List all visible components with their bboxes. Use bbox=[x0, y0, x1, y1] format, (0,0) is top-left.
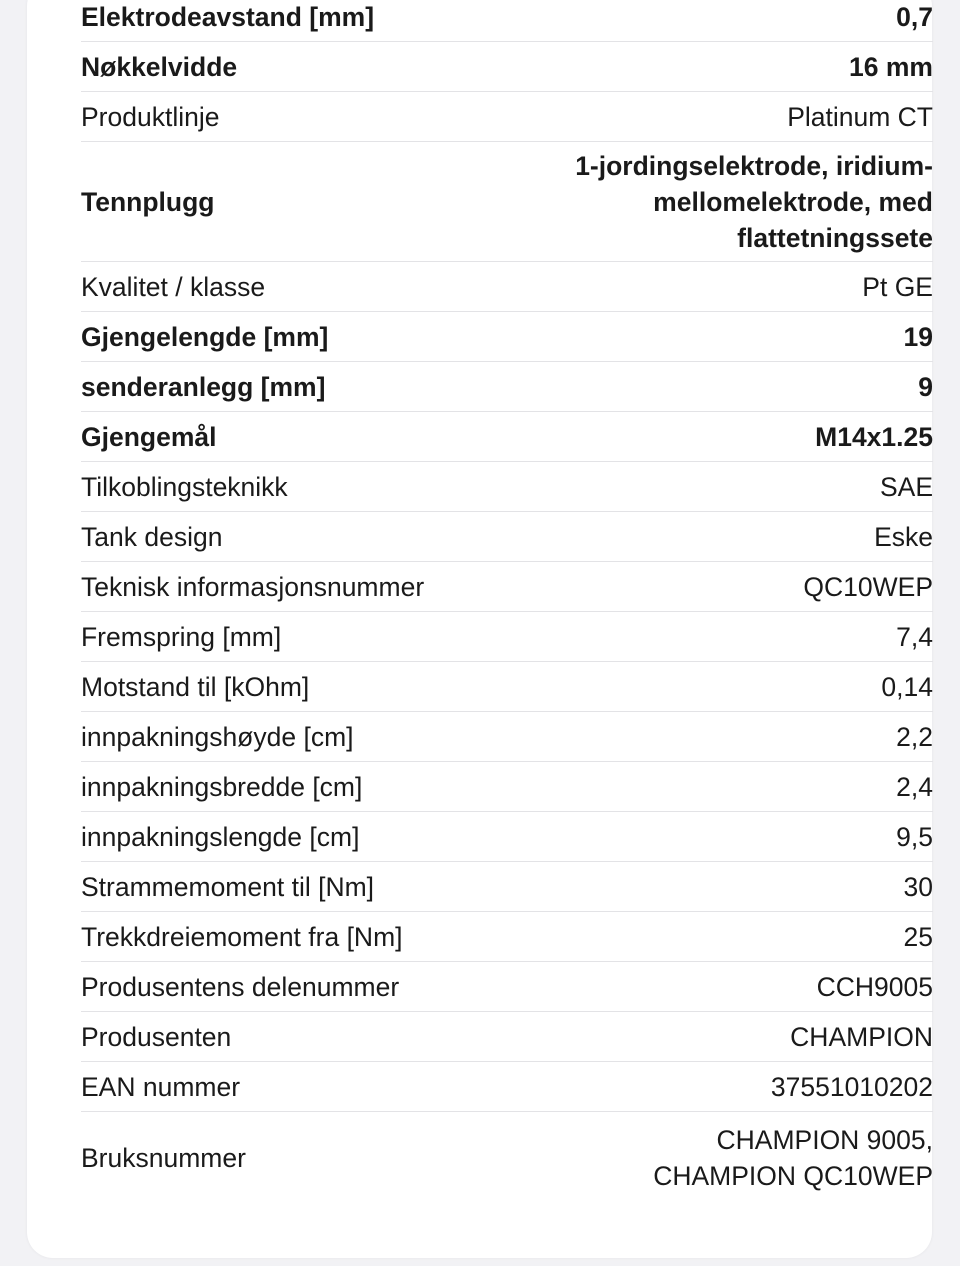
spec-label: Elektrodeavstand [mm] bbox=[81, 1, 375, 32]
spec-value: 7,4 bbox=[896, 621, 933, 652]
spec-row-wrench-size bbox=[81, 42, 933, 92]
spec-label: Tank design bbox=[81, 521, 223, 552]
spec-row-thread-size bbox=[81, 412, 933, 462]
spec-label: Nøkkelvidde bbox=[81, 51, 238, 82]
spec-label: Produktlinje bbox=[81, 101, 220, 132]
spec-value: 1-jordingselektrode, iridium- mellomelektrode, med flattetningssete bbox=[575, 150, 933, 253]
spec-value: 16 mm bbox=[849, 51, 933, 82]
spec-value: 0,7 bbox=[896, 1, 933, 32]
spec-row-usage-number bbox=[81, 1112, 933, 1204]
spec-row-package-length bbox=[81, 812, 933, 862]
spec-row-ean-number bbox=[81, 1062, 933, 1112]
spec-value: 9 bbox=[918, 371, 933, 402]
spec-label: Kvalitet / klasse bbox=[81, 271, 266, 302]
spec-value: Eske bbox=[874, 521, 933, 552]
spec-value: 0,14 bbox=[881, 671, 933, 702]
spec-label: Strammemoment til [Nm] bbox=[81, 871, 375, 902]
spec-row-electrode-gap bbox=[81, 0, 933, 42]
spec-value: 37551010202 bbox=[770, 1071, 933, 1102]
spec-row-pull-torque bbox=[81, 912, 933, 962]
spec-value: CCH9005 bbox=[816, 971, 933, 1002]
spec-label: Produsenten bbox=[81, 1021, 232, 1052]
spec-row-thread-length bbox=[81, 312, 933, 362]
spec-label: Trekkdreiemoment fra [Nm] bbox=[81, 921, 403, 952]
spec-label: Tilkoblingsteknikk bbox=[81, 471, 288, 502]
spec-row-technical-info-number bbox=[81, 562, 933, 612]
spec-value: 2,2 bbox=[896, 721, 933, 752]
spec-row-package-width bbox=[81, 762, 933, 812]
spec-label: Gjengemål bbox=[81, 421, 217, 452]
spec-row-sender-system bbox=[81, 362, 933, 412]
spec-row-spark-plug bbox=[81, 142, 933, 262]
spec-row-projection bbox=[81, 612, 933, 662]
spec-value: QC10WEP bbox=[803, 571, 933, 602]
spec-row-manufacturer bbox=[81, 1012, 933, 1062]
spec-value: M14x1.25 bbox=[815, 421, 933, 452]
spec-label: Motstand til [kOhm] bbox=[81, 671, 310, 702]
spec-label: Fremspring [mm] bbox=[81, 621, 282, 652]
spec-label: innpakningshøyde [cm] bbox=[81, 721, 354, 752]
spec-value: 9,5 bbox=[896, 821, 933, 852]
spec-value: 19 bbox=[903, 321, 933, 352]
spec-label: senderanlegg [mm] bbox=[81, 371, 326, 402]
spec-label: Gjengelengde [mm] bbox=[81, 321, 329, 352]
spec-label: Tennplugg bbox=[81, 186, 215, 217]
spec-label: innpakningsbredde [cm] bbox=[81, 771, 363, 802]
spec-value: 2,4 bbox=[896, 771, 933, 802]
spec-row-product-line bbox=[81, 92, 933, 142]
spec-row-connection-technique bbox=[81, 462, 933, 512]
spec-row-package-height bbox=[81, 712, 933, 762]
spec-value: Pt GE bbox=[862, 271, 933, 302]
spec-value: 25 bbox=[903, 921, 933, 952]
spec-label: Teknisk informasjonsnummer bbox=[81, 571, 425, 602]
spec-value: 30 bbox=[903, 871, 933, 902]
spec-table bbox=[81, 0, 933, 1204]
spec-row-manufacturer-part-number bbox=[81, 962, 933, 1012]
spec-value: CHAMPION 9005, CHAMPION QC10WEP bbox=[653, 1125, 933, 1191]
spec-value: SAE bbox=[879, 471, 933, 502]
spec-label: Bruksnummer bbox=[81, 1143, 246, 1173]
spec-label: EAN nummer bbox=[81, 1071, 241, 1102]
spec-row-resistance bbox=[81, 662, 933, 712]
spec-label: Produsentens delenummer bbox=[81, 971, 400, 1002]
spec-row-tank-design bbox=[81, 512, 933, 562]
spec-row-tightening-torque bbox=[81, 862, 933, 912]
spec-value: CHAMPION bbox=[790, 1021, 933, 1052]
spec-value: Platinum CT bbox=[787, 101, 933, 132]
spec-card bbox=[27, 0, 932, 1258]
spec-row-quality-class bbox=[81, 262, 933, 312]
spec-label: innpakningslengde [cm] bbox=[81, 821, 360, 852]
